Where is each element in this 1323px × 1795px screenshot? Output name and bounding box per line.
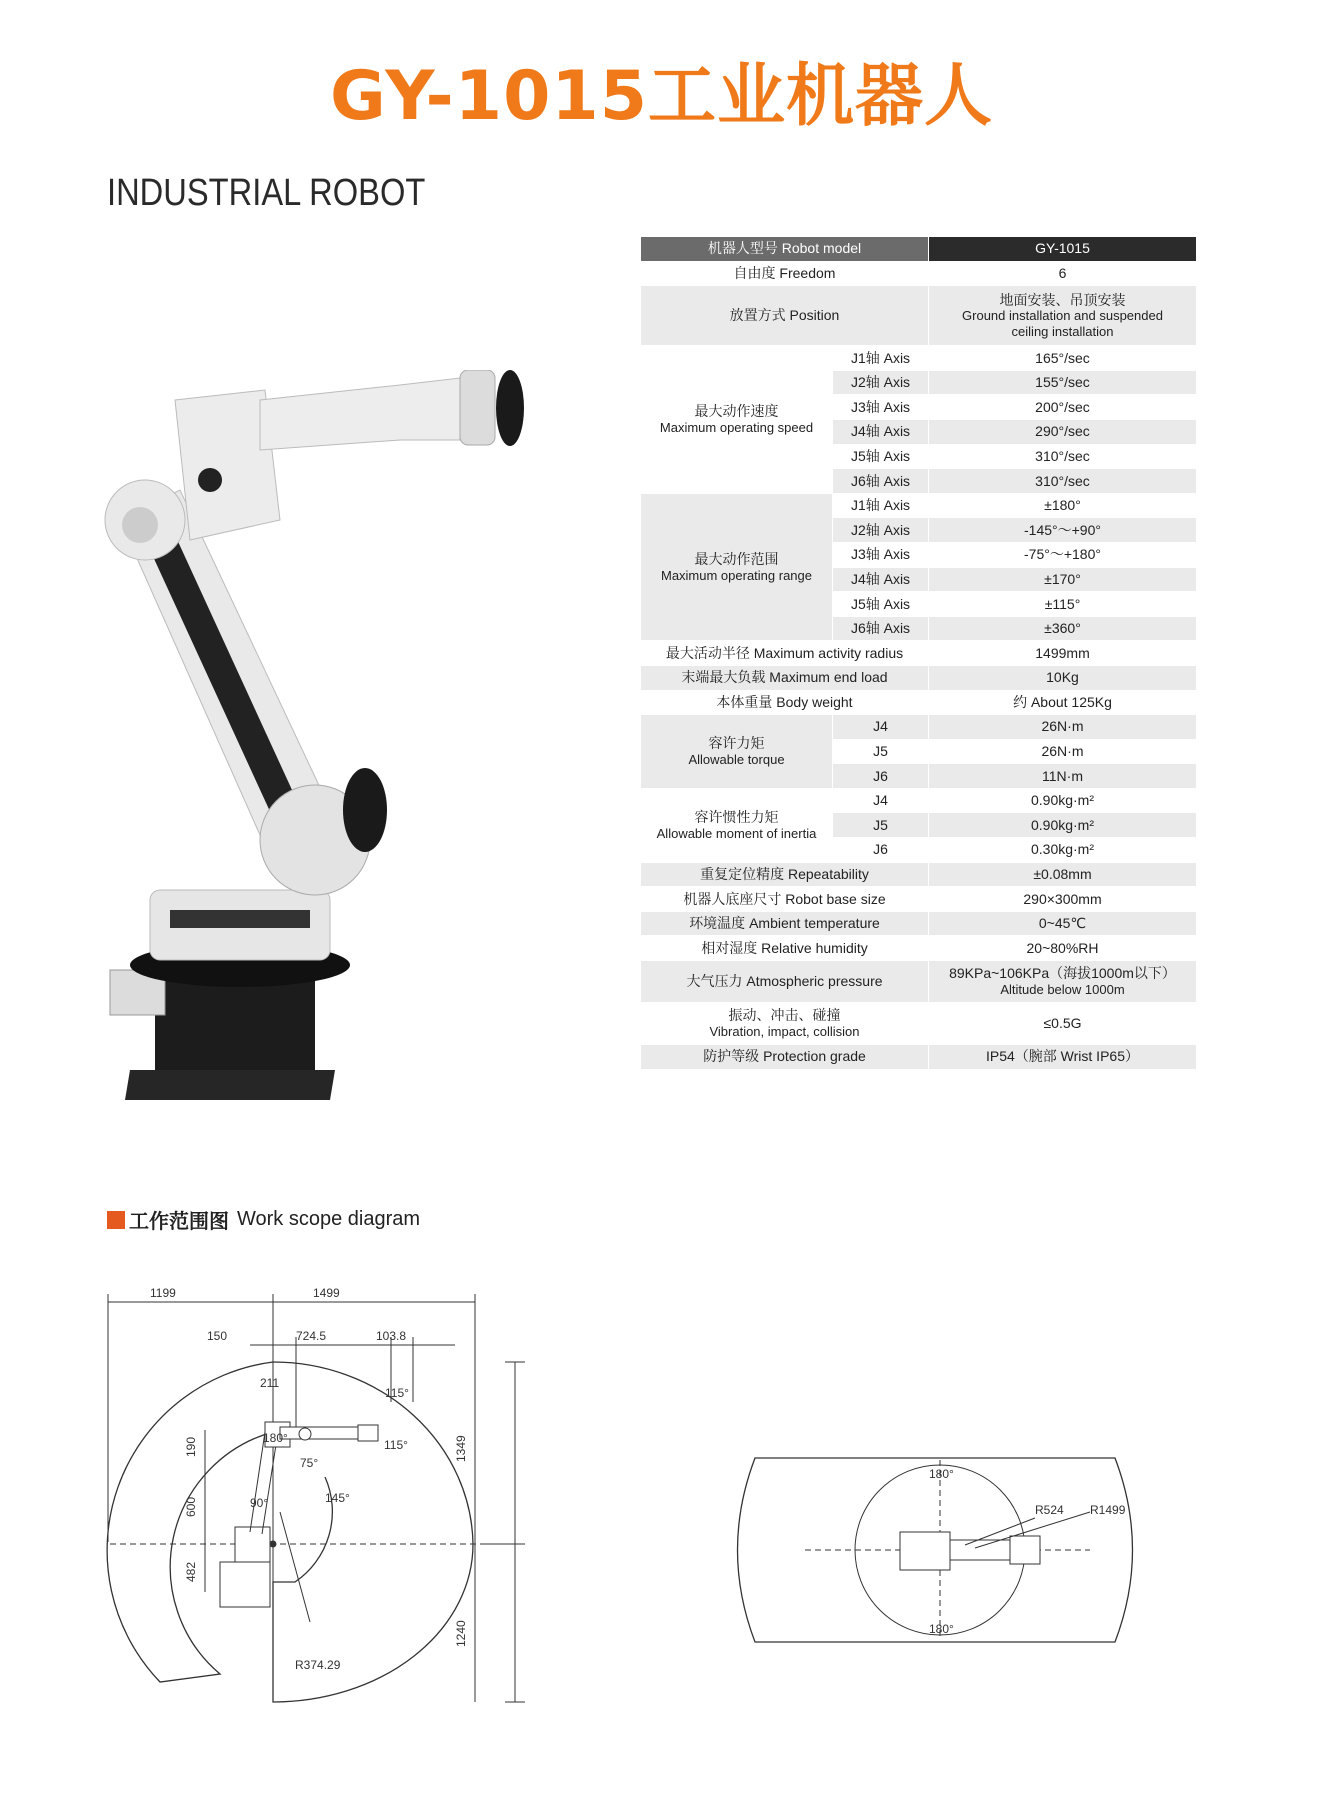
protection-value: IP54（腕部 Wrist IP65） (929, 1045, 1197, 1070)
angle-75: 75° (300, 1456, 319, 1470)
range-value: -145°～+90° (929, 518, 1197, 543)
speed-value: 290°/sec (929, 419, 1197, 444)
repeat-label: 重复定位精度 Repeatability (641, 862, 929, 887)
top-view-diagram (735, 1450, 1145, 1650)
vibration-label-en: Vibration, impact, collision (709, 1024, 860, 1040)
range-value: ±115° (929, 592, 1197, 617)
weight-value: 约 About 125Kg (929, 690, 1197, 715)
inertia-value: 0.30kg·m² (929, 838, 1197, 863)
speed-axis: J2轴 Axis (833, 370, 929, 395)
dim-1240: 1240 (454, 1620, 468, 1647)
radius-label: 最大活动半径 Maximum activity radius (641, 641, 929, 666)
pressure-value-2: Altitude below 1000m (1000, 982, 1125, 998)
position-label: 放置方式 Position (641, 286, 929, 346)
radius-524: R524 (1035, 1503, 1064, 1517)
dim-150: 150 (207, 1329, 228, 1343)
protection-label: 防护等级 Protection grade (641, 1045, 929, 1070)
range-axis: J2轴 Axis (833, 518, 929, 543)
speed-value: 310°/sec (929, 469, 1197, 494)
torque-axis: J6 (833, 764, 929, 789)
spec-table (640, 236, 1197, 1070)
torque-label-zh: 容许力矩 (708, 735, 765, 752)
position-value (929, 286, 1197, 346)
range-value: -75°～+180° (929, 542, 1197, 567)
speed-axis: J4轴 Axis (833, 419, 929, 444)
inertia-axis: J5 (833, 813, 929, 838)
position-value-en1: Ground installation and suspended (962, 308, 1163, 324)
range-axis: J1轴 Axis (833, 493, 929, 518)
dim-190: 190 (184, 1436, 198, 1457)
range-axis: J3轴 Axis (833, 542, 929, 567)
speed-axis: J1轴 Axis (833, 346, 929, 371)
range-axis: J4轴 Axis (833, 567, 929, 592)
range-value: ±170° (929, 567, 1197, 592)
torque-axis: J4 (833, 715, 929, 740)
pressure-label: 大气压力 Atmospheric pressure (641, 961, 929, 1003)
torque-label-en: Allowable torque (688, 752, 785, 768)
dim-1499: 1499 (313, 1286, 340, 1300)
torque-label (641, 715, 833, 789)
side-view-diagram (100, 1282, 540, 1712)
base-value: 290×300mm (929, 887, 1197, 912)
angle-top-180: 180° (929, 1467, 954, 1481)
angle-180: 180° (263, 1431, 288, 1445)
page-title: GY-1015工业机器人 (329, 57, 994, 136)
angle-145: 145° (325, 1491, 350, 1505)
torque-axis: J5 (833, 739, 929, 764)
inertia-axis: J6 (833, 838, 929, 863)
range-label-en: Maximum operating range (660, 567, 813, 583)
position-value-en2: ceiling installation (1011, 324, 1114, 340)
speed-label (641, 346, 833, 494)
range-axis: J5轴 Axis (833, 592, 929, 617)
temp-label: 环境温度 Ambient temperature (641, 911, 929, 936)
humidity-value: 20~80%RH (929, 936, 1197, 961)
speed-axis: J3轴 Axis (833, 395, 929, 420)
speed-value: 155°/sec (929, 370, 1197, 395)
pressure-value-1: 89KPa~106KPa（海拔1000m以下） (949, 965, 1176, 982)
inertia-value: 0.90kg·m² (929, 788, 1197, 813)
page-subtitle: INDUSTRIAL ROBOT (107, 172, 426, 214)
weight-label: 本体重量 Body weight (641, 690, 929, 715)
base-label: 机器人底座尺寸 Robot base size (641, 887, 929, 912)
section-title-zh: 工作范围图 (129, 1211, 229, 1233)
radius-1499: R1499 (1090, 1503, 1126, 1517)
temp-value: 0~45℃ (929, 911, 1197, 936)
torque-value: 26N·m (929, 739, 1197, 764)
dim-724-5: 724.5 (296, 1329, 327, 1343)
range-value: ±360° (929, 616, 1197, 641)
repeat-value: ±0.08mm (929, 862, 1197, 887)
inertia-value: 0.90kg·m² (929, 813, 1197, 838)
inertia-label-zh: 容许惯性力矩 (694, 809, 779, 826)
speed-value: 310°/sec (929, 444, 1197, 469)
work-scope-heading (107, 1205, 420, 1234)
speed-value: 200°/sec (929, 395, 1197, 420)
dim-r374: R374.29 (295, 1658, 341, 1672)
speed-value: 165°/sec (929, 346, 1197, 371)
section-title-en: Work scope diagram (237, 1208, 421, 1230)
model-value: GY-1015 (929, 237, 1197, 262)
angle-115-bottom: 115° (384, 1438, 408, 1452)
dim-103-8: 103.8 (376, 1329, 407, 1343)
range-value: ±180° (929, 493, 1197, 518)
speed-label-en: Maximum operating speed (659, 420, 814, 436)
vibration-label-zh: 振动、冲击、碰撞 (728, 1007, 841, 1024)
vibration-label (641, 1003, 929, 1045)
robot-photo (100, 370, 620, 1110)
pressure-value (929, 961, 1197, 1003)
inertia-label (641, 788, 833, 862)
range-label (641, 493, 833, 641)
section-marker (107, 1211, 125, 1229)
torque-value: 11N·m (929, 764, 1197, 789)
dim-1199: 1199 (150, 1286, 176, 1300)
angle-115-top: 115° (385, 1386, 409, 1400)
angle-90: 90° (250, 1496, 269, 1510)
radius-value: 1499mm (929, 641, 1197, 666)
inertia-axis: J4 (833, 788, 929, 813)
freedom-label: 自由度 Freedom (641, 261, 929, 286)
humidity-label: 相对湿度 Relative humidity (641, 936, 929, 961)
dim-482: 482 (184, 1561, 198, 1582)
range-axis: J6轴 Axis (833, 616, 929, 641)
dim-600: 600 (184, 1496, 198, 1517)
angle-bottom-180: 180° (929, 1622, 954, 1636)
load-value: 10Kg (929, 665, 1197, 690)
dim-211: 211 (260, 1376, 280, 1390)
torque-value: 26N·m (929, 715, 1197, 740)
dim-1349: 1349 (454, 1435, 468, 1462)
range-label-zh: 最大动作范围 (694, 550, 779, 567)
inertia-label-en: Allowable moment of inertia (656, 825, 817, 841)
freedom-value: 6 (929, 261, 1197, 286)
speed-axis: J6轴 Axis (833, 469, 929, 494)
position-value-zh: 地面安装、吊顶安装 (999, 291, 1126, 308)
vibration-value: ≤0.5G (929, 1003, 1197, 1045)
model-label: 机器人型号 Robot model (641, 237, 929, 262)
speed-label-zh: 最大动作速度 (694, 403, 779, 420)
speed-axis: J5轴 Axis (833, 444, 929, 469)
load-label: 末端最大负载 Maximum end load (641, 665, 929, 690)
